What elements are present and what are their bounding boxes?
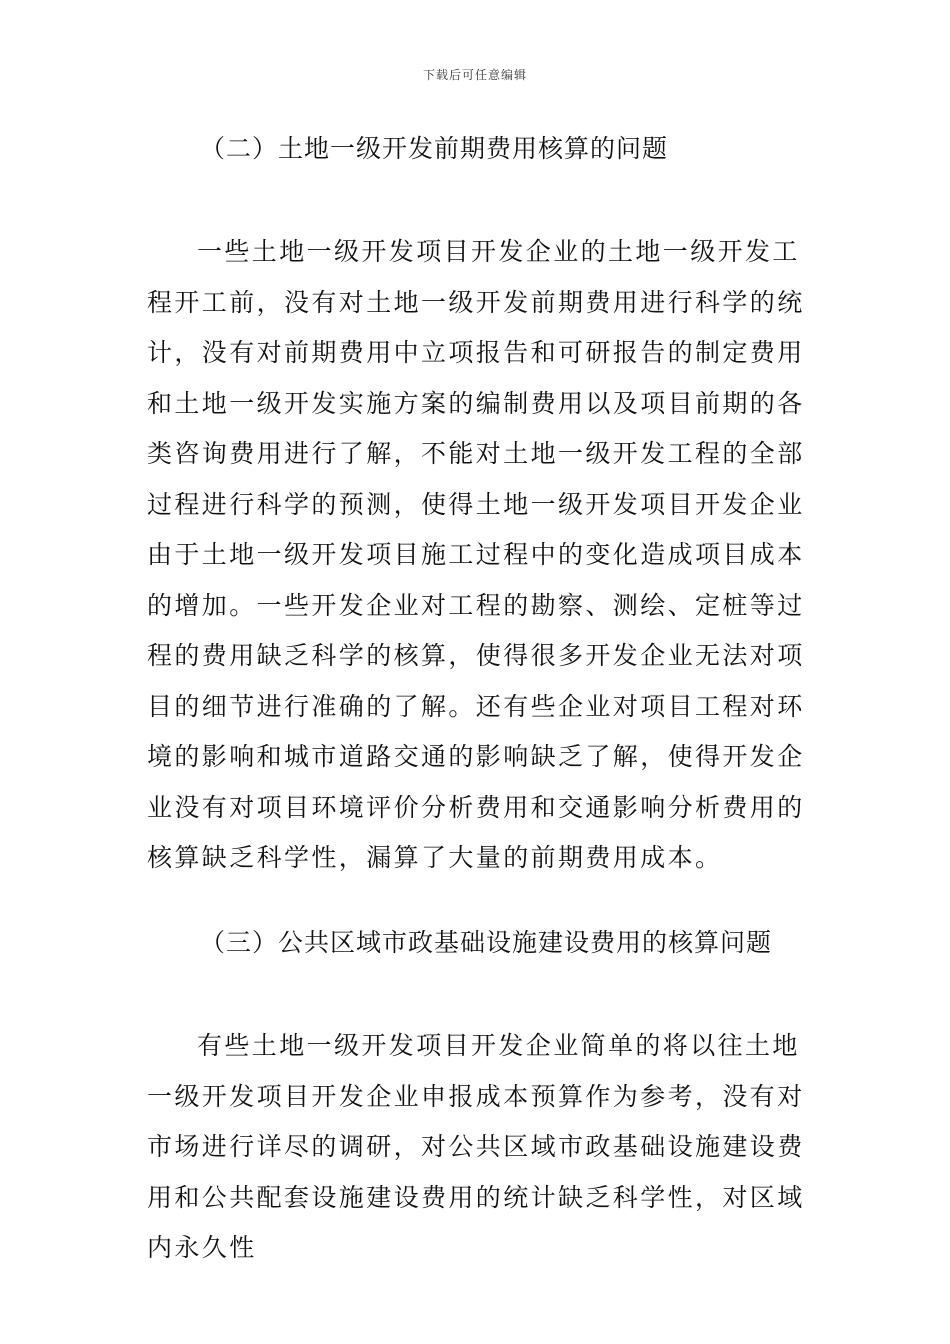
section-heading-3: （三）公共区域市政基础设施建设费用的核算问题 — [200, 928, 773, 957]
section-paragraph-2: 一些土地一级开发项目开发企业的土地一级开发工程开工前，没有对土地一级开发前期费用进行科学的统计，没有对前期费用中立项报告和可研报告的制定费用和土地一级开发实施方案的编制费用以及项目前期的各类咨询费用进行了解，不能对土地一级开发工程的全部过程进行科学的预测，使得土地一级开发项目开发企业由于土地一级开发项目施工过程中的变化造成项目成本的增加。一些开发企业对工程的勘察、测绘、定桩等过程的费用缺乏科学的核算，使得很多开发企业无法对项目的细节进行准确的了解。还有些企业对项目工程对环境的影响和城市道路交通的影响缺乏了解，使得开发企业没有对项目环境评价分析费用和交通影响分析费用的核算缺乏科学性，漏算了大量的前期费用成本。 — [147, 237, 805, 872]
section-paragraph-3: 有些土地一级开发项目开发企业简单的将以往土地一级开发项目开发企业申报成本预算作为参考，没有对市场进行详尽的调研，对公共区域市政基础设施建设费用和公共配套设施建设费用的统计缺乏科学性，对区域内永久性 — [147, 1031, 805, 1262]
header-note: 下载后可任意编辑 — [422, 68, 527, 82]
section-heading-2: （二）土地一级开发前期费用核算的问题 — [200, 134, 669, 163]
